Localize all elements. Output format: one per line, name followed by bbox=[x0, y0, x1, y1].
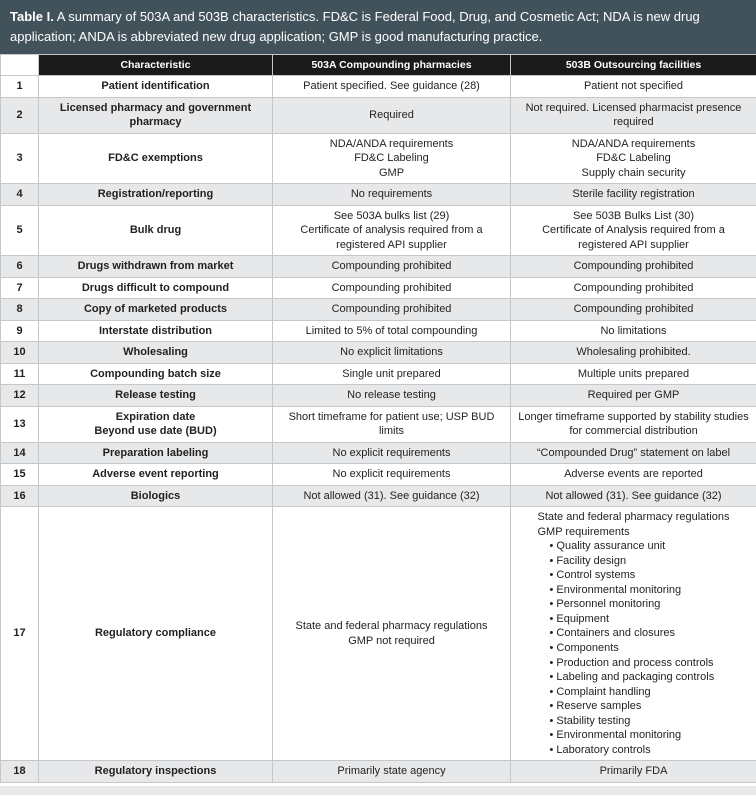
table-header-row bbox=[1, 55, 756, 76]
cell-line: GMP bbox=[378, 166, 405, 179]
cell-line: 11 bbox=[13, 367, 26, 380]
row-number bbox=[1, 342, 39, 364]
cell-line: 6 bbox=[16, 260, 23, 273]
cell-line: Not required. Licensed pharmacist presence required bbox=[525, 101, 742, 129]
characteristic-cell bbox=[39, 363, 273, 385]
cell-line: State and federal pharmacy regulations bbox=[295, 620, 488, 633]
cell-line: 17 bbox=[13, 627, 26, 640]
cell-line: 1 bbox=[16, 80, 23, 92]
cell-503a bbox=[273, 406, 511, 442]
cell-line: Wholesaling prohibited. bbox=[576, 346, 691, 359]
cell-line: No release testing bbox=[347, 389, 436, 402]
cell-line: Patient identification bbox=[101, 80, 210, 92]
header-503a: 503A Compounding pharmacies bbox=[273, 55, 511, 76]
bullet-item: • Environmental monitoring bbox=[549, 583, 729, 598]
cell-503b bbox=[511, 299, 756, 321]
table-row-8 bbox=[1, 299, 756, 321]
cell-503a bbox=[273, 342, 511, 364]
cell-503a bbox=[273, 320, 511, 342]
row-number bbox=[1, 97, 39, 133]
cell-line: Biologics bbox=[130, 489, 181, 502]
header-characteristic: Characteristic bbox=[39, 55, 273, 76]
table-row-13 bbox=[1, 406, 756, 442]
bottom-strip bbox=[0, 786, 756, 795]
cell-line: Sterile facility registration bbox=[572, 188, 695, 201]
cell-line: 8 bbox=[16, 303, 23, 316]
row-number bbox=[1, 363, 39, 385]
bullet-item: • Complaint handling bbox=[549, 685, 729, 700]
header-corner-cell bbox=[1, 55, 39, 76]
row-number bbox=[1, 205, 39, 256]
cell-line: Certificate of analysis required from a registered API supplier bbox=[300, 224, 483, 251]
cell-line: Compounding prohibited bbox=[573, 303, 694, 316]
cell-line: Patient not specified bbox=[583, 80, 684, 92]
row-number bbox=[1, 507, 39, 761]
table-row-14 bbox=[1, 442, 756, 464]
cell-line: Interstate distribution bbox=[98, 324, 213, 337]
cell-line: Regulatory inspections bbox=[94, 765, 217, 778]
cell-503a bbox=[273, 464, 511, 486]
cell-503b bbox=[511, 342, 756, 364]
cell-503b bbox=[511, 485, 756, 507]
cell-line: Short timeframe for patient use; USP BUD limits bbox=[288, 410, 495, 438]
row-number bbox=[1, 184, 39, 206]
characteristic-cell bbox=[39, 205, 273, 256]
cell-503b bbox=[511, 507, 756, 761]
cell-line: No explicit limitations bbox=[340, 346, 443, 359]
cell-line: Compounding prohibited bbox=[331, 303, 452, 316]
gmp-requirements-list bbox=[537, 539, 729, 757]
table-row-4 bbox=[1, 184, 756, 206]
cell-line: Copy of marketed products bbox=[83, 303, 228, 316]
table-row-2 bbox=[1, 97, 756, 133]
cell-line: 16 bbox=[13, 489, 26, 502]
row-number bbox=[1, 442, 39, 464]
bullet-item: • Production and process controls bbox=[549, 656, 729, 671]
table-row-16 bbox=[1, 485, 756, 507]
cell-line: Required per GMP bbox=[587, 389, 680, 402]
table-row-18 bbox=[1, 761, 756, 783]
cell-line: Single unit prepared bbox=[342, 367, 441, 380]
cell-line: FD&C Labeling bbox=[596, 152, 671, 165]
bullet-item: • Containers and closures bbox=[549, 626, 729, 641]
bullet-item: • Equipment bbox=[549, 612, 729, 627]
characteristic-cell bbox=[39, 76, 273, 98]
cell-line: Compounding prohibited bbox=[331, 260, 452, 273]
characteristic-cell bbox=[39, 385, 273, 407]
bullet-item: • Environmental monitoring bbox=[549, 728, 729, 743]
table-row-7 bbox=[1, 277, 756, 299]
cell-503b bbox=[511, 320, 756, 342]
cell-503b bbox=[511, 385, 756, 407]
table-row-1 bbox=[1, 76, 756, 98]
cell-503b bbox=[511, 256, 756, 278]
cell-503a bbox=[273, 184, 511, 206]
cell-line: Preparation labeling bbox=[102, 446, 209, 459]
cell-503a bbox=[273, 299, 511, 321]
cell-line: Required bbox=[369, 108, 414, 121]
characteristic-cell bbox=[39, 97, 273, 133]
table-body bbox=[1, 76, 756, 783]
table-title-bar bbox=[0, 0, 756, 54]
cell-503a bbox=[273, 442, 511, 464]
cell-line: 15 bbox=[13, 468, 26, 481]
cell-line: FD&C exemptions bbox=[108, 152, 203, 165]
characteristic-cell bbox=[39, 320, 273, 342]
cell-line: Compounding prohibited bbox=[573, 260, 694, 273]
characteristic-cell bbox=[39, 342, 273, 364]
cell-line: See 503B Bulks List (30) bbox=[572, 209, 695, 222]
bullet-item: • Reserve samples bbox=[549, 699, 729, 714]
cell-line: Licensed pharmacy and government pharmacy bbox=[59, 101, 252, 129]
cell-503b bbox=[511, 464, 756, 486]
cell-line: 7 bbox=[16, 281, 23, 294]
table-row-6 bbox=[1, 256, 756, 278]
table-title-text: A summary of 503A and 503B characteristics. FD&C is Federal Food, Drug, and Cosmetic Act; NDA is new drug application; ANDA is abbreviated new drug application; GMP is good manufacturing practice. bbox=[10, 9, 700, 44]
cell-503a bbox=[273, 385, 511, 407]
table-row-15 bbox=[1, 464, 756, 486]
header-503b: 503B Outsourcing facilities bbox=[511, 55, 756, 76]
cell-line: 14 bbox=[13, 446, 26, 459]
cell-503a bbox=[273, 485, 511, 507]
bullet-item: • Facility design bbox=[549, 554, 729, 569]
cell-503a bbox=[273, 363, 511, 385]
cell-line: Patient specified. See guidance (28) bbox=[303, 80, 480, 92]
cell-line: Multiple units prepared bbox=[577, 367, 690, 380]
bullet-item: • Personnel monitoring bbox=[549, 597, 729, 612]
cell-line: 10 bbox=[13, 346, 26, 359]
cell-503a bbox=[273, 205, 511, 256]
bullet-item: • Stability testing bbox=[549, 714, 729, 729]
cell-line: Wholesaling bbox=[123, 346, 188, 359]
cell-line: Compounding prohibited bbox=[573, 281, 694, 294]
characteristic-cell bbox=[39, 464, 273, 486]
cell-line: No explicit requirements bbox=[332, 446, 451, 459]
row-number bbox=[1, 256, 39, 278]
compliance-content bbox=[537, 510, 729, 757]
cell-line: Release testing bbox=[115, 389, 196, 402]
row-number bbox=[1, 299, 39, 321]
table-row-11 bbox=[1, 363, 756, 385]
cell-503b bbox=[511, 442, 756, 464]
cell-503a bbox=[273, 133, 511, 184]
cell-line: Not allowed (31). See guidance (32) bbox=[545, 489, 722, 502]
characteristic-cell bbox=[39, 442, 273, 464]
cell-line: FD&C Labeling bbox=[354, 152, 429, 165]
summary-table bbox=[0, 54, 756, 783]
row-number bbox=[1, 464, 39, 486]
cell-line: Beyond use date (BUD) bbox=[94, 425, 217, 438]
cell-line: Drugs difficult to compound bbox=[81, 281, 230, 294]
cell-line: Primarily state agency bbox=[337, 765, 446, 778]
cell-line: Not allowed (31). See guidance (32) bbox=[303, 489, 480, 502]
cell-line: 4 bbox=[16, 188, 23, 201]
cell-line: GMP not required bbox=[348, 634, 435, 647]
cell-503b bbox=[511, 76, 756, 98]
cell-line: Registration/reporting bbox=[97, 188, 214, 201]
cell-line: No limitations bbox=[600, 324, 667, 337]
cell-503b bbox=[511, 133, 756, 184]
cell-line: 3 bbox=[16, 152, 23, 165]
characteristic-cell bbox=[39, 485, 273, 507]
cell-503a bbox=[273, 97, 511, 133]
bullet-item: • Laboratory controls bbox=[549, 743, 729, 758]
cell-line: Drugs withdrawn from market bbox=[77, 260, 234, 273]
characteristic-cell bbox=[39, 277, 273, 299]
cell-line: GMP requirements bbox=[537, 525, 630, 538]
row-number bbox=[1, 76, 39, 98]
bullet-item: • Components bbox=[549, 641, 729, 656]
row-number bbox=[1, 761, 39, 783]
table-row-9 bbox=[1, 320, 756, 342]
characteristic-cell bbox=[39, 133, 273, 184]
cell-503b bbox=[511, 406, 756, 442]
bullet-item: • Control systems bbox=[549, 568, 729, 583]
cell-line: Regulatory compliance bbox=[94, 627, 217, 640]
cell-line: Supply chain security bbox=[581, 166, 686, 179]
cell-line: Expiration date bbox=[115, 410, 196, 423]
characteristic-cell bbox=[39, 507, 273, 761]
cell-line: 2 bbox=[16, 108, 23, 121]
row-number bbox=[1, 485, 39, 507]
row-number bbox=[1, 406, 39, 442]
bullet-item: • Labeling and packaging controls bbox=[549, 670, 729, 685]
cell-503b bbox=[511, 761, 756, 783]
table-row-12 bbox=[1, 385, 756, 407]
cell-line: 5 bbox=[16, 224, 23, 237]
cell-503b bbox=[511, 184, 756, 206]
cell-503b bbox=[511, 363, 756, 385]
cell-line: Compounding prohibited bbox=[331, 281, 452, 294]
cell-line: 18 bbox=[13, 765, 26, 778]
table-title-label: Table I. bbox=[10, 9, 54, 24]
characteristic-cell bbox=[39, 299, 273, 321]
cell-503b bbox=[511, 205, 756, 256]
row-number bbox=[1, 385, 39, 407]
cell-line: 12 bbox=[13, 389, 26, 402]
characteristic-cell bbox=[39, 184, 273, 206]
cell-line: 9 bbox=[16, 324, 23, 337]
cell-line: Adverse events are reported bbox=[564, 468, 703, 481]
cell-line: Compounding batch size bbox=[90, 367, 221, 380]
characteristic-cell bbox=[39, 761, 273, 783]
table-row-3 bbox=[1, 133, 756, 184]
cell-503a bbox=[273, 256, 511, 278]
cell-line: Adverse event reporting bbox=[92, 468, 219, 481]
table-row-17 bbox=[1, 507, 756, 761]
cell-503b bbox=[511, 97, 756, 133]
cell-503a bbox=[273, 76, 511, 98]
cell-503a bbox=[273, 507, 511, 761]
cell-line: NDA/ANDA requirements bbox=[571, 137, 696, 150]
row-number bbox=[1, 320, 39, 342]
row-number bbox=[1, 277, 39, 299]
cell-line: Bulk drug bbox=[129, 224, 182, 237]
cell-line: 13 bbox=[13, 418, 26, 431]
cell-line: Limited to 5% of total compounding bbox=[305, 324, 478, 337]
cell-503a bbox=[273, 277, 511, 299]
cell-line: See 503A bulks list (29) bbox=[333, 209, 450, 222]
row-number bbox=[1, 133, 39, 184]
characteristic-cell bbox=[39, 406, 273, 442]
cell-503a bbox=[273, 761, 511, 783]
cell-line: Primarily FDA bbox=[599, 765, 668, 778]
characteristic-cell bbox=[39, 256, 273, 278]
cell-503b bbox=[511, 277, 756, 299]
cell-line: Certificate of Analysis required from a registered API supplier bbox=[542, 224, 725, 251]
cell-line: Longer timeframe supported by stability studies for commercial distribution bbox=[518, 410, 749, 438]
cell-line: State and federal pharmacy regulations bbox=[537, 511, 730, 524]
table-row-10 bbox=[1, 342, 756, 364]
cell-line: No requirements bbox=[350, 188, 433, 201]
bullet-item: • Quality assurance unit bbox=[549, 539, 729, 554]
cell-line: No explicit requirements bbox=[332, 468, 451, 481]
cell-line: NDA/ANDA requirements bbox=[329, 137, 454, 150]
table-row-5 bbox=[1, 205, 756, 256]
cell-line: “Compounded Drug” statement on label bbox=[536, 446, 731, 459]
